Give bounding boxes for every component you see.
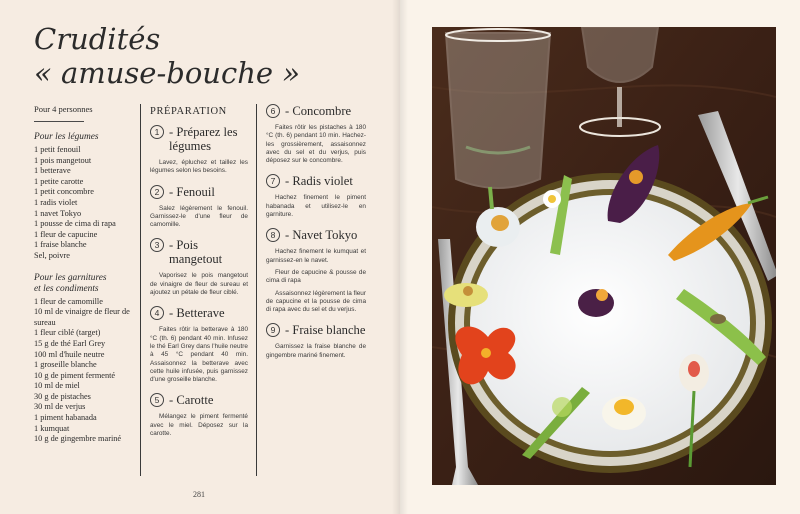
step-text: Mélangez le piment fermenté avec le miel. Déposez sur la carotte. (150, 413, 248, 438)
list-item: 10 ml de vinaigre de fleur de sureau (34, 307, 130, 327)
step-number: 6 (266, 104, 280, 118)
step-text: Fleur de capucine & pousse de cima di rapa (266, 268, 366, 285)
step-title: - Fenouil (169, 184, 215, 199)
list-item: 1 pousse de cima di rapa (34, 219, 116, 229)
list-item: 1 pois mangetout (34, 155, 92, 165)
step-4 (150, 306, 248, 384)
preparation-heading: PRÉPARATION (150, 106, 227, 117)
step-heading (150, 185, 248, 199)
column-rule (140, 104, 141, 476)
step-heading (266, 104, 366, 118)
step-text: Faites rôtir la betterave à 180 °C (th. 6) pendant 40 min. Infusez le thé Earl Grey dans l'huile neutre à 45 °C pendant 40 min. Assaisonnez la betterave avec cette huile infusée, puis garnissez d'une groseille blanche. (150, 326, 248, 384)
title-line-2: « amuse-bouche » (34, 56, 301, 90)
step-text: Faites rôtir les pistaches à 180 °C (th. 6) pendant 10 min. Hachez-les grossièrement, assaisonnez avec du sel et du verjus, puis déposez sur le concombre. (266, 124, 366, 165)
step-1 (150, 125, 248, 176)
tokyo-turnip (444, 283, 488, 307)
step-heading (266, 323, 366, 337)
step-heading (266, 174, 366, 188)
step-6 (266, 104, 366, 165)
list-item: 1 kumquat (34, 423, 70, 433)
step-title: - Navet Tokyo (285, 228, 358, 243)
step-number: 3 (150, 238, 164, 252)
step-title: - Pois mangetout (169, 238, 223, 267)
step-2 (150, 185, 248, 230)
list-item: 1 petit concombre (34, 187, 94, 197)
step-heading (150, 393, 248, 407)
list-item: 1 petite carotte (34, 176, 84, 186)
column-rule (256, 104, 257, 476)
list-item: 1 fleur de camomille (34, 296, 103, 306)
step-heading (150, 125, 248, 153)
title-line-1: Crudités (34, 22, 161, 56)
step-text: Garnissez la fraise blanche de gingembre mariné finement. (266, 343, 366, 359)
recipe-title (34, 22, 374, 90)
step-title: - Carotte (169, 393, 214, 408)
step-text: Hachez finement le kumquat et garnissez-en le navet. (266, 248, 366, 264)
step-9 (266, 323, 366, 360)
step-text: Vaporisez le pois mangetout de vinaigre de fleur de sureau et ajoutez un pétale de fleur ciblé. (150, 272, 248, 297)
step-text: Hachez finement le piment habanada et utilisez-le en garniture. (266, 194, 366, 219)
step-3 (150, 238, 248, 297)
nasturtium-flower (455, 327, 515, 385)
step-text: Assaisonnez légèrement la fleur de capucine et la pousse de cima di rapa avec du sel et du verjus. (266, 289, 366, 314)
step-title: - Fraise blanche (285, 323, 366, 338)
step-heading (266, 228, 366, 242)
step-heading (150, 306, 248, 320)
list-item: 1 fleur ciblé (target) (34, 328, 101, 338)
list-item: 1 betterave (34, 166, 71, 176)
list-item: 1 piment habanada (34, 413, 97, 423)
preparation-column-2 (266, 104, 366, 369)
step-8 (266, 228, 366, 314)
list-item: 1 navet Tokyo (34, 208, 82, 218)
list-item: 10 ml de miel (34, 381, 80, 391)
list-item: 15 g de thé Earl Grey (34, 338, 106, 348)
step-number: 8 (266, 228, 280, 242)
garnish-list (34, 297, 132, 445)
step-7 (266, 174, 366, 219)
garnish-heading-line-2: et les condiments (34, 283, 99, 294)
food-photo (432, 27, 776, 485)
list-item: 1 radis violet (34, 197, 78, 207)
list-item: Sel, poivre (34, 250, 70, 260)
vegetables-heading: Pour les légumes (34, 132, 99, 142)
garnish-heading (34, 273, 132, 295)
vegetables-list (34, 145, 132, 262)
step-number: 7 (266, 174, 280, 188)
step-number: 4 (150, 306, 164, 320)
list-item: 1 fraise blanche (34, 240, 87, 250)
step-title: - Betterave (169, 306, 225, 321)
list-item: 10 g de piment fermenté (34, 370, 116, 380)
step-title: - Concombre (285, 104, 352, 118)
list-item: 100 ml d'huile neutre (34, 349, 105, 359)
preparation-column-1 (150, 104, 248, 447)
step-number: 5 (150, 393, 164, 407)
step-number: 1 (150, 125, 164, 139)
list-item: 1 fleur de capucine (34, 229, 98, 239)
book-gutter (392, 0, 408, 514)
step-heading (150, 238, 248, 266)
egg-garnish (602, 396, 646, 430)
step-text: Lavez, épluchez et taillez les légumes selon les besoins. (150, 159, 248, 175)
step-title: - Préparez les légumes (169, 125, 238, 153)
purple-radish (578, 289, 614, 317)
list-item: 30 ml de verjus (34, 402, 86, 412)
list-item: 1 groseille blanche (34, 360, 97, 370)
list-item: 30 g de pistaches (34, 391, 91, 401)
step-5 (150, 393, 248, 438)
step-title: - Radis violet (285, 174, 353, 189)
step-text: Salez légèrement le fenouil. Garnissez-le d'une fleur de camomille. (150, 204, 248, 229)
water-glass (446, 29, 550, 188)
step-number: 9 (266, 323, 280, 337)
list-item: 10 g de gingembre mariné (34, 434, 122, 444)
list-item: 1 petit fenouil (34, 145, 81, 154)
garnish-heading-line-1: Pour les garnitures (34, 272, 107, 283)
servings: Pour 4 personnes (34, 104, 93, 114)
divider (34, 121, 84, 122)
step-number: 2 (150, 185, 164, 199)
page-number: 281 (193, 490, 205, 499)
ingredients-column (34, 132, 132, 445)
